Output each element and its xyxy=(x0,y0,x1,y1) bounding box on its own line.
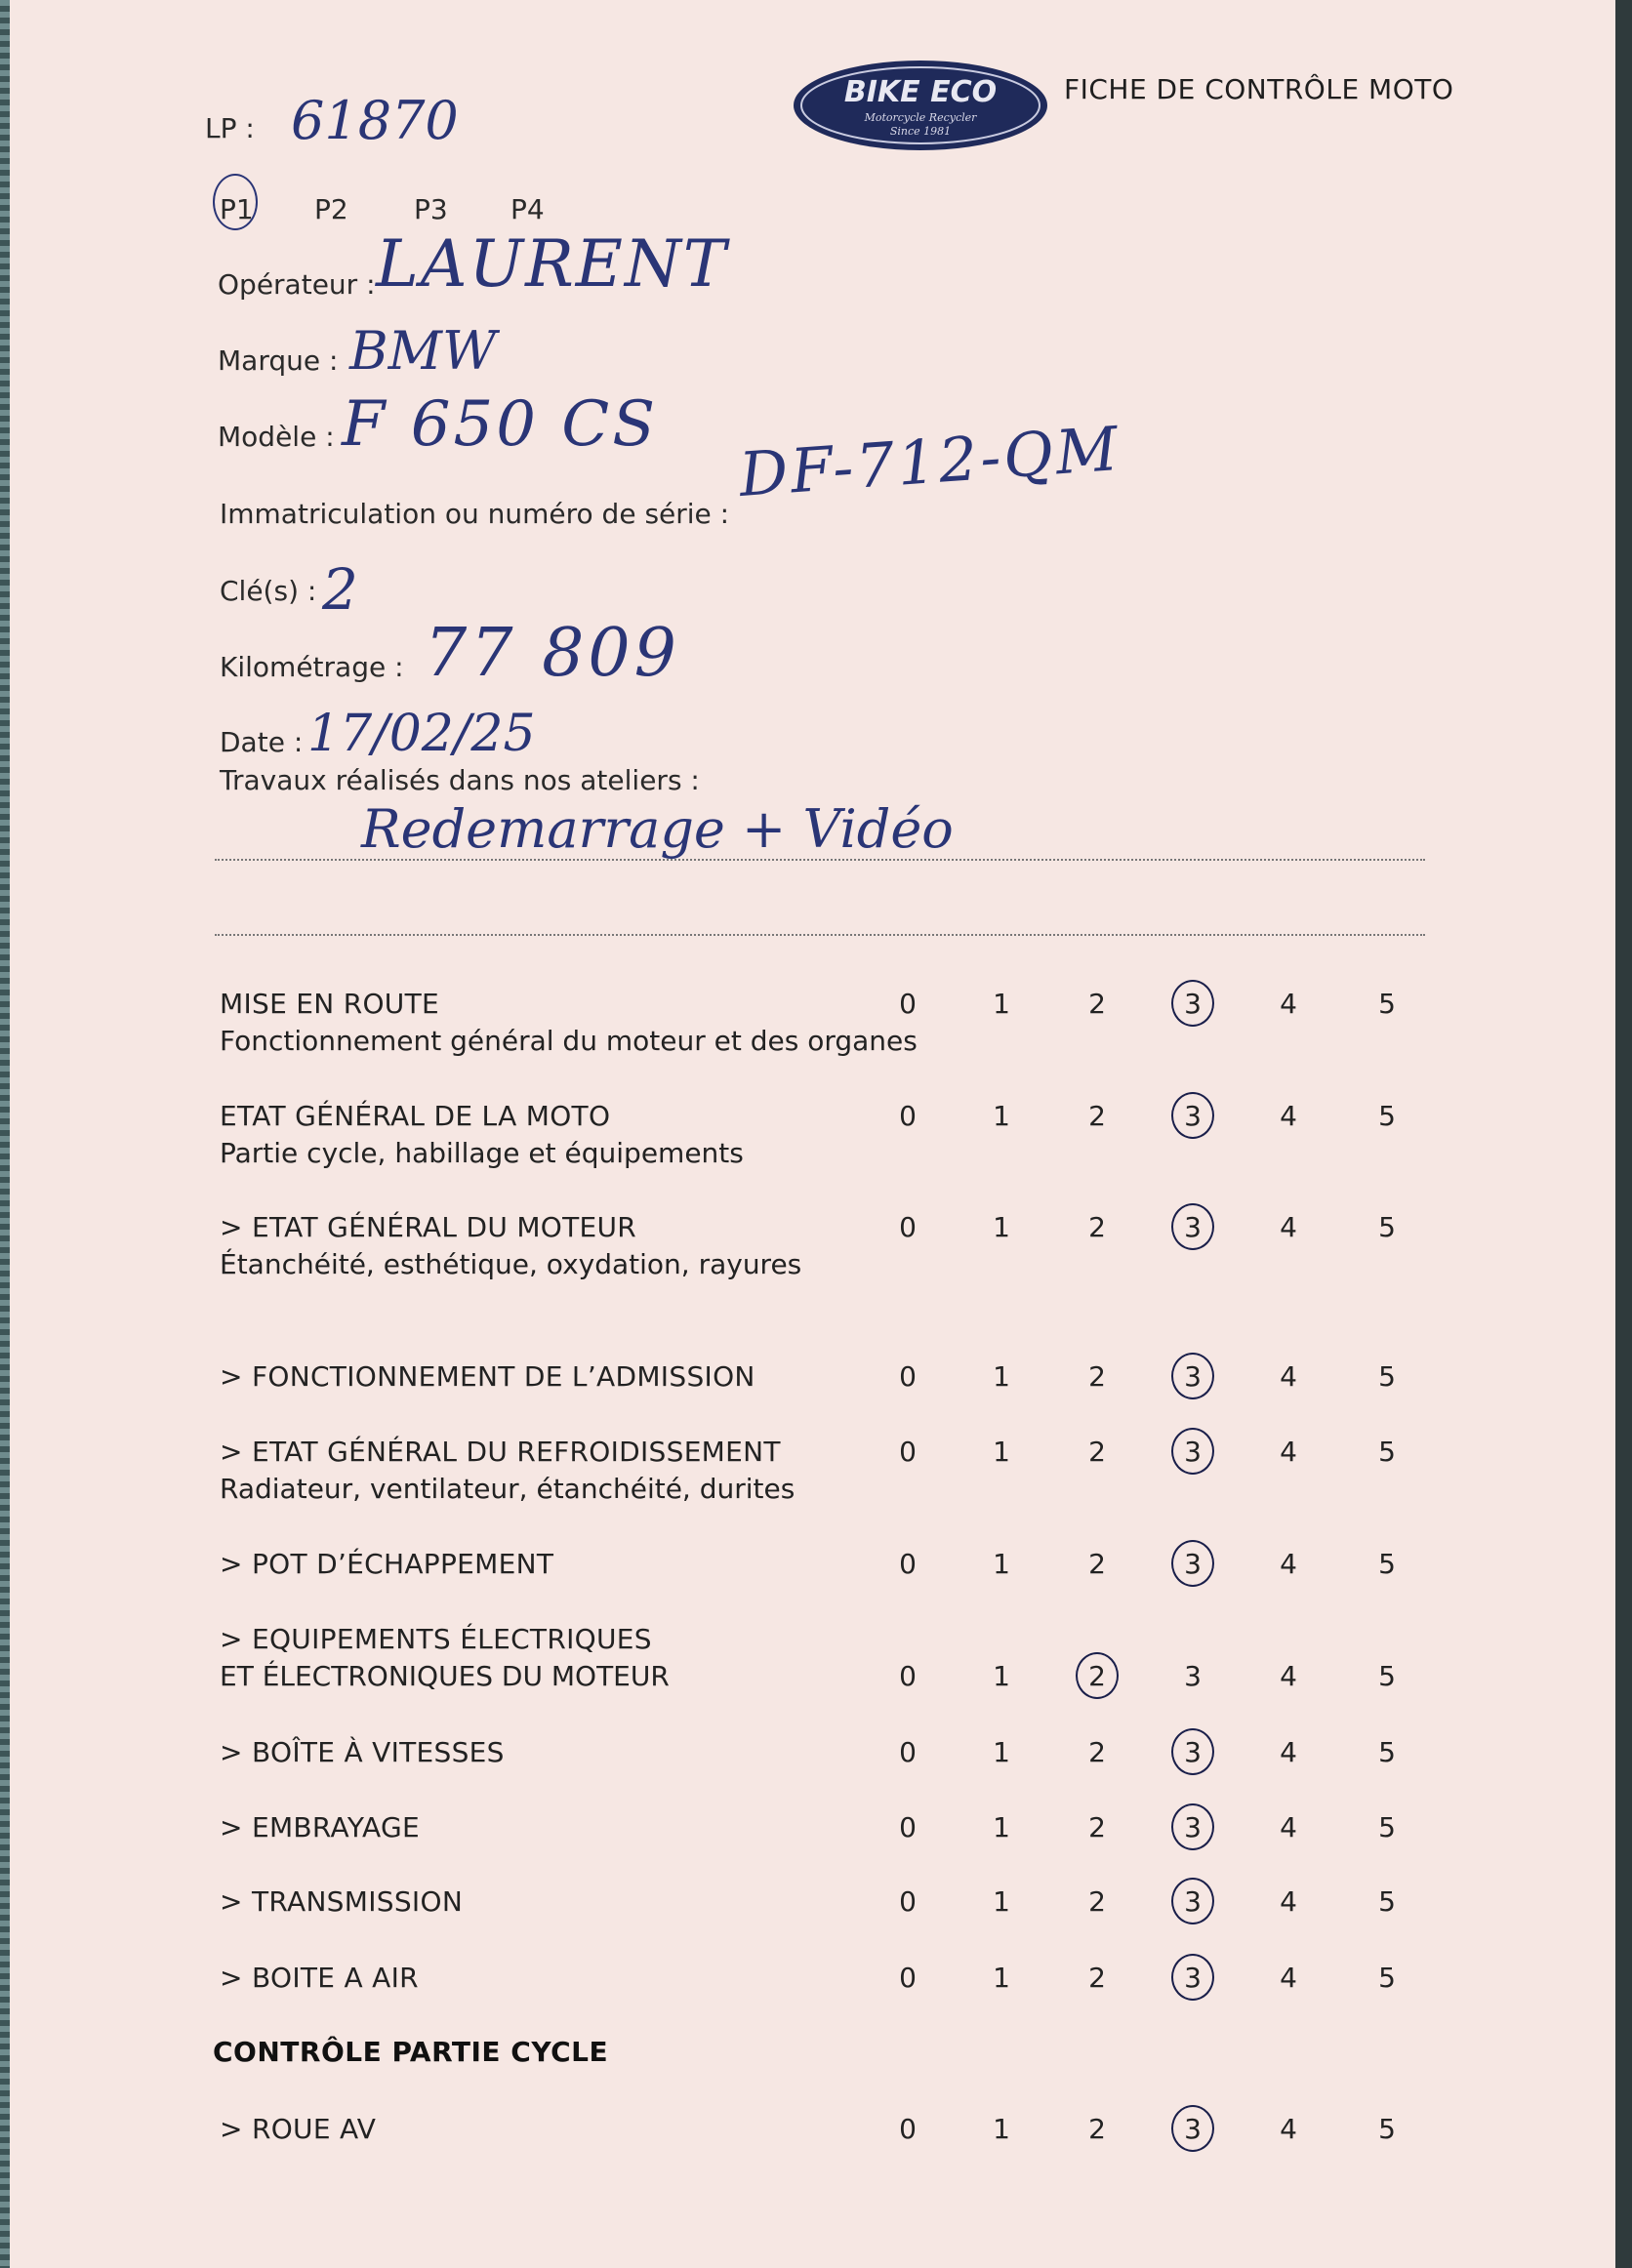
travaux-line-1 xyxy=(215,859,1425,861)
row-3-score-5[interactable]: 5 xyxy=(1378,1211,1396,1243)
row-3-score-2[interactable]: 2 xyxy=(1088,1211,1106,1243)
row-1-score-3[interactable]: 3 xyxy=(1184,988,1202,1020)
row-10-title: > TRANSMISSION xyxy=(220,1885,464,1918)
cycle-row-1-score-2[interactable]: 2 xyxy=(1088,2113,1106,2145)
row-6-score-3[interactable]: 3 xyxy=(1184,1548,1202,1580)
row-2-score-1[interactable]: 1 xyxy=(993,1100,1010,1132)
row-10-score-1[interactable]: 1 xyxy=(993,1885,1010,1918)
row-10-score-4[interactable]: 4 xyxy=(1280,1885,1297,1918)
row-8-score-5[interactable]: 5 xyxy=(1378,1736,1396,1768)
cles-value[interactable]: 2 xyxy=(322,556,358,623)
cycle-row-1-title: > ROUE AV xyxy=(220,2113,377,2145)
document-title: FICHE DE CONTRÔLE MOTO xyxy=(1064,73,1454,105)
row-3-score-4[interactable]: 4 xyxy=(1280,1211,1297,1243)
operateur-label: Opérateur : xyxy=(218,268,376,301)
row-4-score-4[interactable]: 4 xyxy=(1280,1360,1297,1393)
row-8-score-0[interactable]: 0 xyxy=(899,1736,917,1768)
row-2-score-4[interactable]: 4 xyxy=(1280,1100,1297,1132)
row-7-subtitle: ET ÉLECTRONIQUES DU MOTEUR xyxy=(220,1660,670,1692)
row-11-score-0[interactable]: 0 xyxy=(899,1962,917,1994)
kilometrage-label: Kilométrage : xyxy=(220,651,404,683)
row-11-score-1[interactable]: 1 xyxy=(993,1962,1010,1994)
row-2-subtitle: Partie cycle, habillage et équipements xyxy=(220,1137,744,1169)
row-10-score-3[interactable]: 3 xyxy=(1184,1885,1202,1918)
logo-text: BIKE ECO xyxy=(843,75,998,109)
row-3-score-1[interactable]: 1 xyxy=(993,1211,1010,1243)
row-11-score-3[interactable]: 3 xyxy=(1184,1962,1202,1994)
travaux-value[interactable]: Redemarrage + Vidéo xyxy=(361,798,954,860)
row-8-score-1[interactable]: 1 xyxy=(993,1736,1010,1768)
lp-value[interactable]: 61870 xyxy=(291,90,459,151)
row-7-score-1[interactable]: 1 xyxy=(993,1660,1010,1692)
row-4-score-1[interactable]: 1 xyxy=(993,1360,1010,1393)
row-5-score-1[interactable]: 1 xyxy=(993,1436,1010,1468)
row-3-score-0[interactable]: 0 xyxy=(899,1211,917,1243)
row-4-title: > FONCTIONNEMENT DE L’ADMISSION xyxy=(220,1360,755,1393)
row-1-subtitle: Fonctionnement général du moteur et des organes xyxy=(220,1025,918,1057)
row-4-score-5[interactable]: 5 xyxy=(1378,1360,1396,1393)
row-10-score-5[interactable]: 5 xyxy=(1378,1885,1396,1918)
p1-selected-circle xyxy=(213,174,258,230)
operateur-value[interactable]: LAURENT xyxy=(376,226,728,302)
control-sheet xyxy=(10,0,1615,2268)
position-p4[interactable]: P4 xyxy=(510,193,545,225)
row-10-score-0[interactable]: 0 xyxy=(899,1885,917,1918)
row-11-score-4[interactable]: 4 xyxy=(1280,1962,1297,1994)
logo-tagline-1: Motorcycle Recycler xyxy=(864,111,977,124)
modele-label: Modèle : xyxy=(218,421,335,453)
row-5-score-5[interactable]: 5 xyxy=(1378,1436,1396,1468)
row-9-score-0[interactable]: 0 xyxy=(899,1811,917,1843)
travaux-label: Travaux réalisés dans nos ateliers : xyxy=(220,764,700,796)
row-5-subtitle: Radiateur, ventilateur, étanchéité, durites xyxy=(220,1473,796,1505)
row-7-score-4[interactable]: 4 xyxy=(1280,1660,1297,1692)
position-p3[interactable]: P3 xyxy=(414,193,448,225)
row-4-score-3[interactable]: 3 xyxy=(1184,1360,1202,1393)
kilometrage-value[interactable]: 77 809 xyxy=(425,615,680,692)
cles-label: Clé(s) : xyxy=(220,575,317,607)
row-3-subtitle: Étanchéité, esthétique, oxydation, rayures xyxy=(220,1248,802,1280)
row-5-score-2[interactable]: 2 xyxy=(1088,1436,1106,1468)
position-p2[interactable]: P2 xyxy=(314,193,348,225)
row-5-score-0[interactable]: 0 xyxy=(899,1436,917,1468)
row-7-score-5[interactable]: 5 xyxy=(1378,1660,1396,1692)
row-5-score-3[interactable]: 3 xyxy=(1184,1436,1202,1468)
row-11-title: > BOITE A AIR xyxy=(220,1962,419,1994)
row-1-title: MISE EN ROUTE xyxy=(220,988,440,1020)
position-p1[interactable]: P1 xyxy=(220,193,254,225)
row-1-score-1[interactable]: 1 xyxy=(993,988,1010,1020)
cycle-row-1-score-3[interactable]: 3 xyxy=(1184,2113,1202,2145)
row-2-score-5[interactable]: 5 xyxy=(1378,1100,1396,1132)
row-3-title: > ETAT GÉNÉRAL DU MOTEUR xyxy=(220,1211,637,1243)
immatriculation-label: Immatriculation ou numéro de série : xyxy=(220,498,730,530)
row-4-score-2[interactable]: 2 xyxy=(1088,1360,1106,1393)
row-6-title: > POT D’ÉCHAPPEMENT xyxy=(220,1548,554,1580)
travaux-line-2 xyxy=(215,934,1425,936)
row-1-score-4[interactable]: 4 xyxy=(1280,988,1297,1020)
row-7-score-2[interactable]: 2 xyxy=(1088,1660,1106,1692)
section-partie-cycle: CONTRÔLE PARTIE CYCLE xyxy=(213,2036,609,2068)
cycle-row-1-score-0[interactable]: 0 xyxy=(899,2113,917,2145)
date-label: Date : xyxy=(220,726,304,758)
row-11-score-2[interactable]: 2 xyxy=(1088,1962,1106,1994)
row-2-title: ETAT GÉNÉRAL DE LA MOTO xyxy=(220,1100,611,1132)
row-1-score-5[interactable]: 5 xyxy=(1378,988,1396,1020)
row-2-score-2[interactable]: 2 xyxy=(1088,1100,1106,1132)
row-7-score-3[interactable]: 3 xyxy=(1184,1660,1202,1692)
row-5-score-4[interactable]: 4 xyxy=(1280,1436,1297,1468)
lp-label: LP : xyxy=(205,112,255,144)
row-6-score-5[interactable]: 5 xyxy=(1378,1548,1396,1580)
logo-tagline-2: Since 1981 xyxy=(889,125,952,138)
marque-value[interactable]: BMW xyxy=(349,320,497,382)
cycle-row-1-score-4[interactable]: 4 xyxy=(1280,2113,1297,2145)
immatriculation-value[interactable]: DF-712-QM xyxy=(736,412,1123,510)
row-6-score-2[interactable]: 2 xyxy=(1088,1548,1106,1580)
row-5-title: > ETAT GÉNÉRAL DU REFROIDISSEMENT xyxy=(220,1436,781,1468)
row-9-score-4[interactable]: 4 xyxy=(1280,1811,1297,1843)
row-2-score-0[interactable]: 0 xyxy=(899,1100,917,1132)
row-2-score-3[interactable]: 3 xyxy=(1184,1100,1202,1132)
row-6-score-4[interactable]: 4 xyxy=(1280,1548,1297,1580)
modele-value[interactable]: F 650 CS xyxy=(342,388,659,461)
row-9-title: > EMBRAYAGE xyxy=(220,1811,421,1843)
row-9-score-5[interactable]: 5 xyxy=(1378,1811,1396,1843)
row-3-score-3[interactable]: 3 xyxy=(1184,1211,1202,1243)
row-8-score-2[interactable]: 2 xyxy=(1088,1736,1106,1768)
row-8-title: > BOÎTE À VITESSES xyxy=(220,1736,505,1768)
row-7-score-0[interactable]: 0 xyxy=(899,1660,917,1692)
date-value[interactable]: 17/02/25 xyxy=(307,705,536,763)
row-8-score-4[interactable]: 4 xyxy=(1280,1736,1297,1768)
row-1-score-2[interactable]: 2 xyxy=(1088,988,1106,1020)
row-9-score-1[interactable]: 1 xyxy=(993,1811,1010,1843)
cycle-row-1-score-5[interactable]: 5 xyxy=(1378,2113,1396,2145)
row-8-score-3[interactable]: 3 xyxy=(1184,1736,1202,1768)
bike-eco-logo xyxy=(791,57,1050,154)
row-9-score-3[interactable]: 3 xyxy=(1184,1811,1202,1843)
row-6-score-1[interactable]: 1 xyxy=(993,1548,1010,1580)
row-7-title: > EQUIPEMENTS ÉLECTRIQUES xyxy=(220,1623,652,1655)
row-11-score-5[interactable]: 5 xyxy=(1378,1962,1396,1994)
row-10-score-2[interactable]: 2 xyxy=(1088,1885,1106,1918)
cycle-row-1-score-1[interactable]: 1 xyxy=(993,2113,1010,2145)
row-4-score-0[interactable]: 0 xyxy=(899,1360,917,1393)
row-1-score-0[interactable]: 0 xyxy=(899,988,917,1020)
marque-label: Marque : xyxy=(218,344,339,377)
row-9-score-2[interactable]: 2 xyxy=(1088,1811,1106,1843)
row-6-score-0[interactable]: 0 xyxy=(899,1548,917,1580)
